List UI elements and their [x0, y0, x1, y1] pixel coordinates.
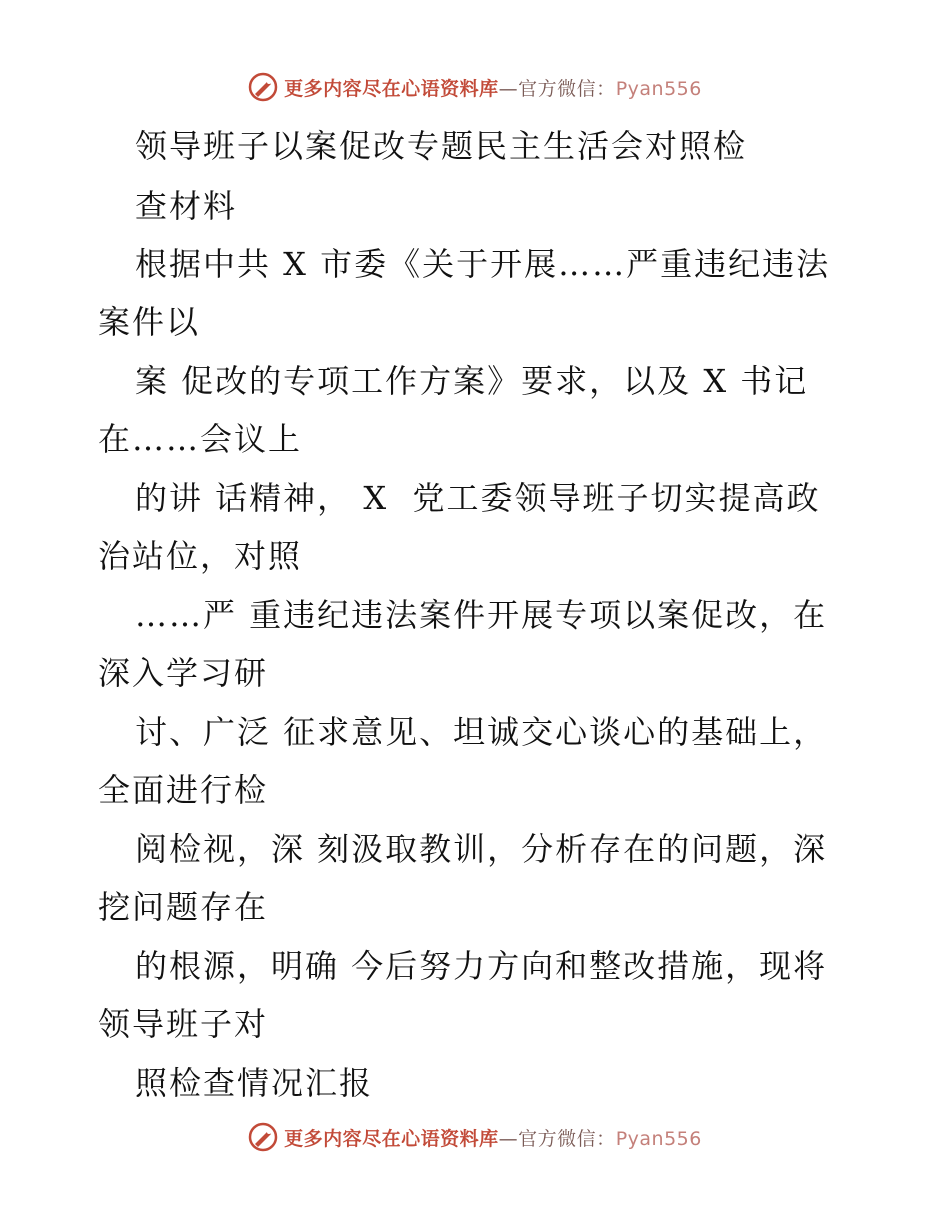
quill-logo-icon — [248, 72, 278, 102]
paragraph-line: 在……会议上 — [98, 420, 303, 458]
footer-watermark — [0, 1122, 950, 1152]
header-watermark — [0, 72, 950, 102]
paragraph-line: 案 促改的专项工作方案》要求，以及 X 书记 — [135, 362, 809, 400]
watermark-brand: 更多内容尽在心语资料库 — [284, 77, 499, 100]
watermark-wechat-label: —官方微信： — [498, 77, 616, 100]
paragraph-line: 深入学习研 — [98, 654, 269, 692]
document-title-line-1: 领导班子以案促改专题民主生活会对照检 — [135, 127, 748, 165]
paragraph-line: 挖问题存在 — [98, 888, 269, 926]
paragraph-line: 的讲 话精神， X 党工委领导班子切实提高政 — [135, 479, 821, 517]
paragraph-line: 案件以 — [98, 303, 201, 341]
paragraph-line: 治站位，对照 — [98, 537, 303, 575]
paragraph-line: 照检查情况汇报 — [135, 1064, 374, 1102]
quill-logo-icon — [248, 1122, 278, 1152]
paragraph-line: 讨、广泛 征求意见、坦诚交心谈心的基础上， — [135, 713, 828, 751]
watermark-wechat-label: —官方微信： — [498, 1127, 616, 1150]
paragraph-line: 领导班子对 — [98, 1005, 269, 1043]
paragraph-line: ……严 重违纪违法案件开展专项以案促改，在 — [135, 596, 828, 634]
document-title-line-2: 查材料 — [135, 187, 238, 225]
watermark-text — [284, 1124, 702, 1151]
watermark-wechat-id: Pyan556 — [615, 77, 702, 100]
watermark-text — [284, 74, 702, 101]
paragraph-line: 全面进行检 — [98, 771, 269, 809]
watermark-brand: 更多内容尽在心语资料库 — [284, 1127, 499, 1150]
watermark-wechat-id: Pyan556 — [615, 1127, 702, 1150]
paragraph-line: 的根源，明确 今后努力方向和整改措施，现将 — [135, 947, 828, 985]
paragraph-line: 阅检视，深 刻汲取教训，分析存在的问题，深 — [135, 830, 828, 868]
paragraph-line: 根据中共 X 市委《关于开展……严重违纪违法 — [135, 245, 831, 283]
